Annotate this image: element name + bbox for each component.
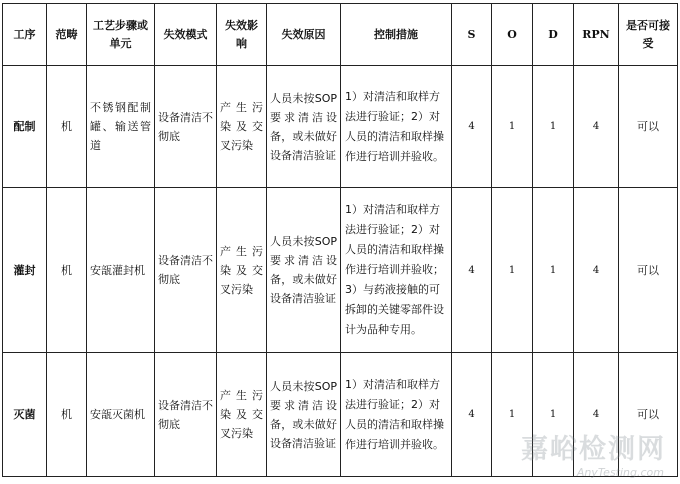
- cell-failure-mode: 设备清洁不彻底: [155, 66, 217, 188]
- cell-rpn: 4: [574, 66, 619, 188]
- header-s: S: [452, 4, 492, 66]
- table-row: [3, 188, 678, 353]
- cell-category: 机: [47, 188, 87, 353]
- cell-category: 机: [47, 353, 87, 477]
- header-acceptable: 是否可接受: [619, 4, 678, 66]
- cell-rpn: 4: [574, 353, 619, 477]
- cell-process: 配制: [3, 66, 47, 188]
- header-failure-mode: 失效模式: [155, 4, 217, 66]
- cell-effect: 产生污染及交叉污染: [217, 66, 267, 188]
- header-d: D: [533, 4, 574, 66]
- cell-s: 4: [452, 66, 492, 188]
- header-process: 工序: [3, 4, 47, 66]
- header-cause: 失效原因: [267, 4, 341, 66]
- cell-cause: 人员未按SOP要求清洁设备，或未做好设备清洁验证: [267, 188, 341, 353]
- watermark-logo: 嘉峪检测网: [521, 434, 666, 465]
- cell-o: 1: [492, 66, 533, 188]
- cell-category: 机: [47, 66, 87, 188]
- cell-effect: 产生污染及交叉污染: [217, 188, 267, 353]
- cell-s: 4: [452, 188, 492, 353]
- cell-failure-mode: 设备清洁不彻底: [155, 188, 217, 353]
- cell-o: 1: [492, 353, 533, 477]
- header-o: O: [492, 4, 533, 66]
- cell-step: 不锈钢配制罐、输送管道: [87, 66, 155, 188]
- header-step: 工艺步骤或单元: [87, 4, 155, 66]
- cell-rpn: 4: [574, 188, 619, 353]
- cell-control: 1）对清洁和取样方法进行验证；2）对人员的清洁和取样操作进行培训并验收；3）与药液接触的可拆卸的关键零部件设计为品种专用。: [341, 188, 452, 353]
- cell-acceptable: 可以: [619, 66, 678, 188]
- cell-cause: 人员未按SOP要求清洁设备，或未做好设备清洁验证: [267, 353, 341, 477]
- cell-effect: 产生污染及交叉污染: [217, 353, 267, 477]
- cell-acceptable: 可以: [619, 188, 678, 353]
- cell-step: 安瓿灌封机: [87, 188, 155, 353]
- header-control: 控制措施: [341, 4, 452, 66]
- cell-s: 4: [452, 353, 492, 477]
- cell-d: 1: [533, 66, 574, 188]
- cell-d: 1: [533, 188, 574, 353]
- cell-process: 灭菌: [3, 353, 47, 477]
- watermark-url: AnyTesting.com: [576, 466, 664, 479]
- cell-failure-mode: 设备清洁不彻底: [155, 353, 217, 477]
- header-rpn: RPN: [574, 4, 619, 66]
- cell-step: 安瓿灭菌机: [87, 353, 155, 477]
- fmea-table: [2, 3, 678, 477]
- cell-control: 1）对清洁和取样方法进行验证；2）对人员的清洁和取样操作进行培训并验收。: [341, 353, 452, 477]
- cell-o: 1: [492, 188, 533, 353]
- cell-d: 1: [533, 353, 574, 477]
- cell-process: 灌封: [3, 188, 47, 353]
- header-effect: 失效影响: [217, 4, 267, 66]
- cell-acceptable: 可以: [619, 353, 678, 477]
- table-row: [3, 66, 678, 188]
- header-category: 范畴: [47, 4, 87, 66]
- header-row: [3, 4, 678, 66]
- cell-cause: 人员未按SOP要求清洁设备，或未做好设备清洁验证: [267, 66, 341, 188]
- cell-control: 1）对清洁和取样方法进行验证；2）对人员的清洁和取样操作进行培训并验收。: [341, 66, 452, 188]
